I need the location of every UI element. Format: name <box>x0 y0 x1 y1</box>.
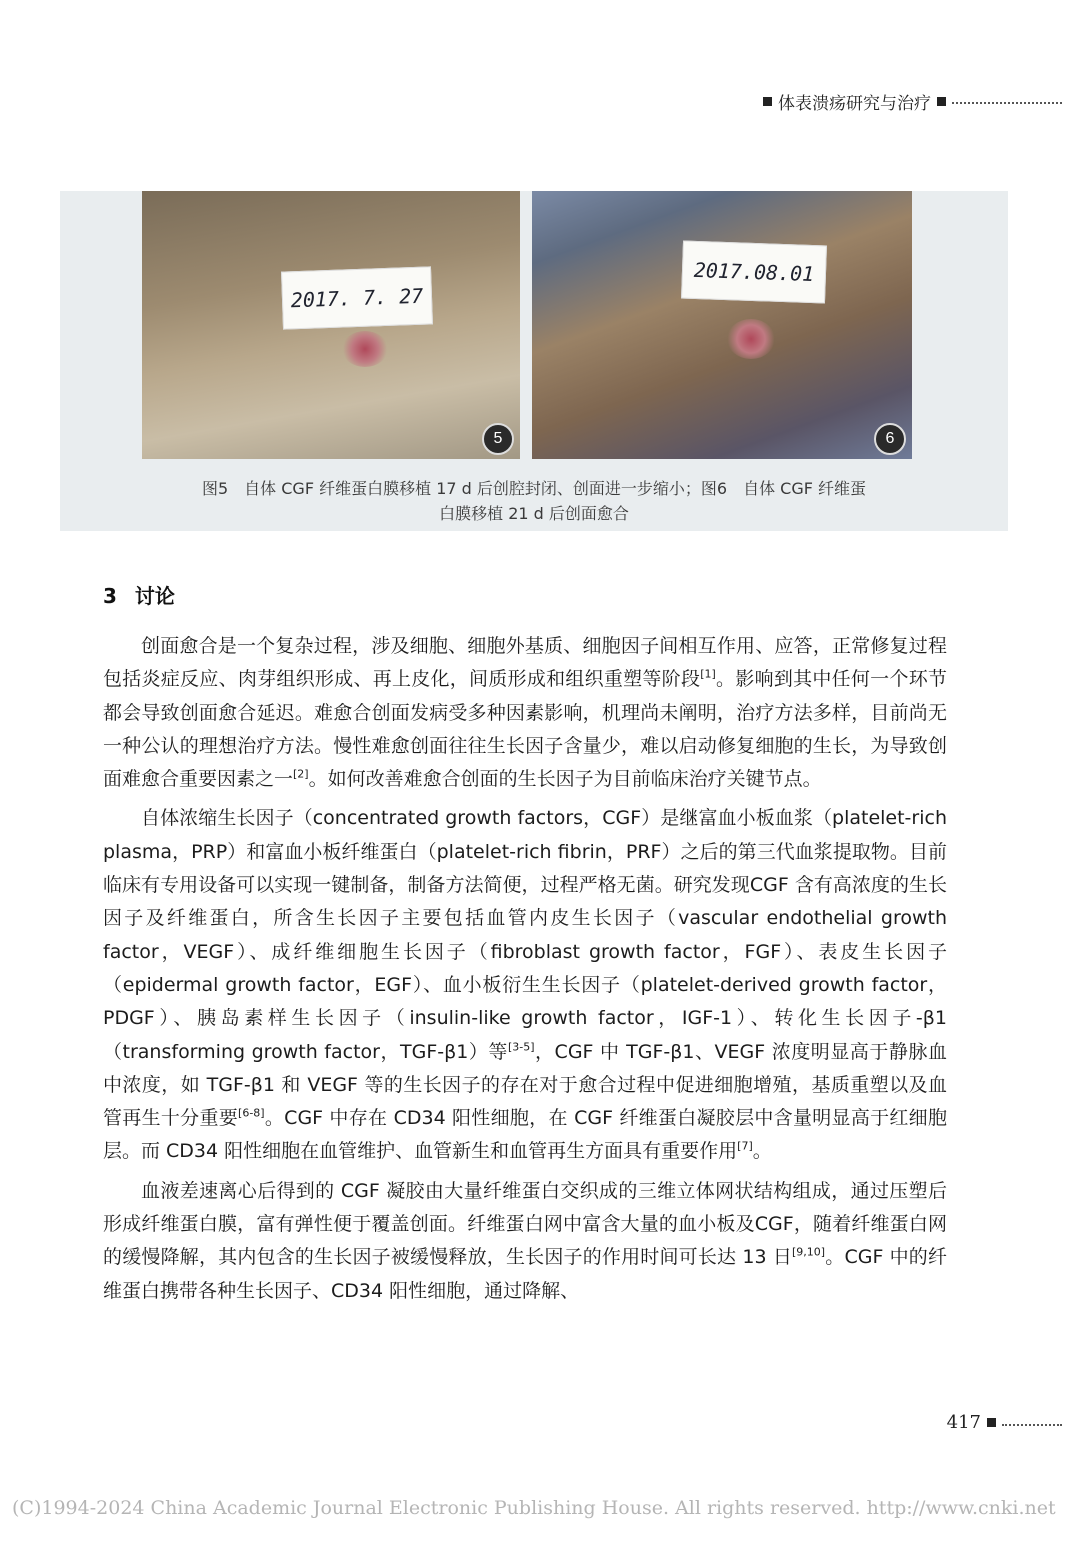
figure-number-badge: 5 <box>482 423 514 455</box>
square-bullet-icon <box>763 97 772 106</box>
figure-number-badge: 6 <box>874 423 906 455</box>
caption-line: 图5 自体 CGF 纤维蛋白膜移植 17 d 后创腔封闭、创面进一步缩小；图6 自体 CGF 纤维蛋 <box>201 479 867 498</box>
citation[interactable]: [2] <box>293 767 309 781</box>
caption-line: 白膜移植 21 d 后创面愈合 <box>439 504 629 523</box>
page-number-block <box>947 1412 1062 1433</box>
wound-photo-5 <box>142 191 520 459</box>
figure-caption <box>60 476 1008 526</box>
citation[interactable]: [9,10] <box>792 1246 826 1260</box>
wound-area <box>342 331 388 367</box>
date-label-card: 2017.08.01 <box>681 241 827 304</box>
paragraph <box>103 1175 947 1308</box>
text-run: 。如何改善难愈合创面的生长因子为目前临床治疗关键节点。 <box>308 768 822 791</box>
paragraph <box>103 802 947 1168</box>
figure-block <box>60 191 1008 531</box>
text-run: 。 <box>752 1140 772 1163</box>
paragraph <box>103 630 947 796</box>
wound-area <box>727 319 775 359</box>
section-heading <box>103 580 175 609</box>
page-number: 417 <box>946 1412 981 1433</box>
citation[interactable]: [3-5] <box>507 1040 535 1054</box>
text-run: 。CGF 中的纤维蛋白携带各种生长因子、CD34 阳性细胞，通过降解、 <box>103 1246 947 1302</box>
date-label-card: 2017. 7. 27 <box>281 266 433 329</box>
text-run: 创面愈合是一个复杂过程，涉及细胞、细胞外基质、细胞因子间相互作用、应答，正常修复过程包括炎症反应、肉芽组织形成、再上皮化，间质形成和组织重塑等阶段 <box>103 635 947 691</box>
text-run: 。影响到其中任何一个环节都会导致创面愈合延迟。难愈合创面发病受多种因素影响，机理尚未阐明，治疗方法多样，目前尚无一种公认的理想治疗方法。慢性难愈创面往往生长因子含量少，难以启动修复细胞的生长，为导致创面难愈合重要因素之一 <box>103 668 947 791</box>
running-header <box>763 88 1062 114</box>
body-text <box>103 630 947 1314</box>
section-number: 3 <box>103 584 117 608</box>
copyright-notice: (C)1994-2024 China Academic Journal Electronic Publishing House. All rights reserved. http://www.cnki.net <box>12 1497 1056 1519</box>
text-run: ，CGF 中 TGF-β1、VEGF 浓度明显高于静脉血中浓度，如 TGF-β1 和 VEGF 等的生长因子的存在对于愈合过程中促进细胞增殖，基质重塑以及血管再生十分重要 <box>103 1040 947 1130</box>
section-title: 讨论 <box>134 584 175 608</box>
square-bullet-icon <box>937 97 946 106</box>
wound-photo-6 <box>532 191 912 459</box>
dotted-rule <box>1002 1424 1062 1426</box>
citation[interactable]: [7] <box>737 1140 753 1154</box>
text-run: 。CGF 中存在 CD34 阳性细胞，在 CGF 纤维蛋白凝胶层中含量明显高于红细胞层。而 CD34 阳性细胞在血管维护、血管新生和血管再生方面具有重要作用 <box>103 1107 947 1163</box>
citation[interactable]: [6-8] <box>238 1106 265 1120</box>
dotted-rule <box>952 102 1062 104</box>
text-run: 自体浓缩生长因子（concentrated growth factors，CGF）是继富血小板血浆（platelet-rich plasma，PRP）和富血小板纤维蛋白（platelet-rich fibrin，PRF）之后的第三代血浆提取物。目前临床有专用设备可以实现一键制备，制备方法简便，过程严格无菌。研究发现CGF 含有高浓度的生长因子及纤维蛋白，所含生长因子主要包括血管内皮生长因子（vascular endothelial growth factor，VEGF）、成纤维细胞生长因子（fibroblast growth factor，FGF）、表皮生长因子（epidermal growth factor，EGF）、血小板衍生生长因子（platelet-derived growth factor，PDGF）、胰岛素样生长因子（insulin-like growth factor，IGF-1）、转化生长因子-β1（transforming growth factor，TGF-β1）等 <box>103 807 947 1063</box>
text-run: 血液差速离心后得到的 CGF 凝胶由大量纤维蛋白交织成的三维立体网状结构组成，通过压塑后形成纤维蛋白膜，富有弹性便于覆盖创面。纤维蛋白网中富含大量的血小板及CGF，随着纤维蛋白网的缓慢降解，其内包含的生长因子被缓慢释放，生长因子的作用时间可长达 13 日 <box>103 1179 947 1269</box>
citation[interactable]: [1] <box>700 667 716 681</box>
square-bullet-icon <box>987 1418 996 1427</box>
running-title: 体表溃疡研究与治疗 <box>778 93 931 114</box>
